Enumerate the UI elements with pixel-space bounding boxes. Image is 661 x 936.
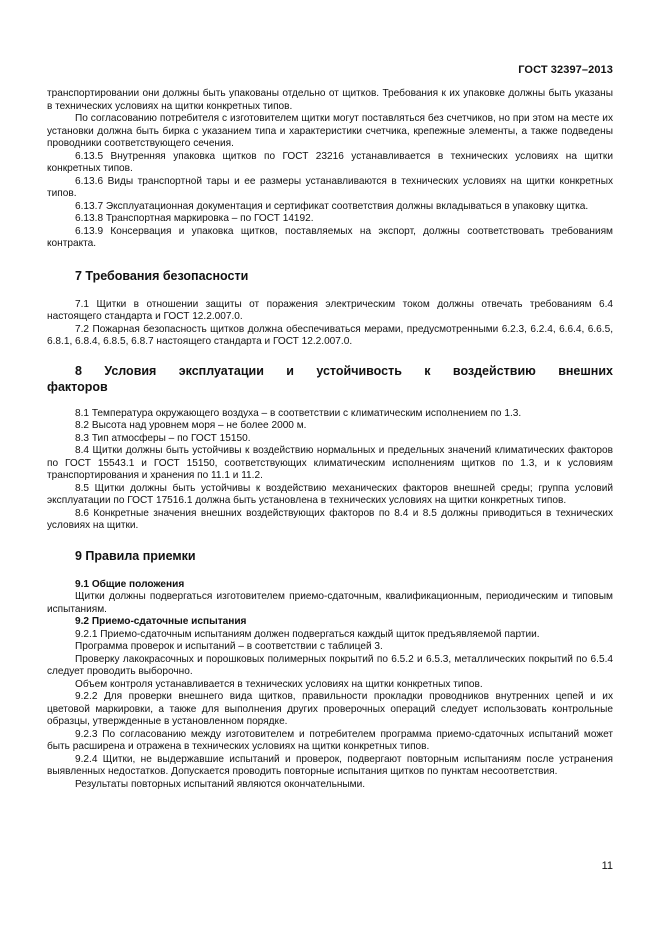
clause-8-5: 8.5 Щитки должны быть устойчивы к воздействию механических факторов внешней среды; группа условий эксплуатации по ГОСТ 17516.1 должна быть установлена в технических условиях на щитки конкретных типов. [47,482,613,506]
paragraph-without-meters: По согласованию потребителя с изготовителем щитки могут поставляться без счетчиков, но при этом на месте их установки должна быть бирка с указанием типа и характеристики счетчика, крепежные элементы, а также подведены проводники соответствующего сечения. [47,113,613,149]
clause-9-2-2: 9.2.2 Для проверки внешнего вида щитков, правильности прокладки проводников внутренних цепей и их цветовой маркировки, а также для выполнения других проверочных операций следует использовать контрольные образцы, утвержденные в установленном порядке. [47,691,613,727]
clause-7-2: 7.2 Пожарная безопасность щитков должна обеспечиваться мерами, предусмотренными 6.2.3, 6.2.4, 6.6.4, 6.6.5, 6.8.1, 6.8.4, 6.8.5, 6.8.7 настоящего стандарта и ГОСТ 12.2.007.0. [47,323,613,347]
subsection-9-1-heading: 9.1 Общие положения [75,578,185,590]
paragraph-packaging-continued: транспортировании они должны быть упакованы отдельно от щитков. Требования к их упаковке должны быть указаны в технических условиях на щитки конкретных типов. [47,88,613,112]
clause-6-13-7: 6.13.7 Эксплуатационная документация и сертификат соответствия должны вкладываться в упаковку щитка. [75,200,589,212]
clause-6-13-9: 6.13.9 Консервация и упаковка щитков, поставляемых на экспорт, должны соответствовать требованиям контракта. [47,225,613,249]
clause-9-2-4: 9.2.4 Щитки, не выдержавшие испытаний и проверок, подвергают повторным испытаниям после устранения выявленных недостатков. Допускается проводить повторные испытания щитков по пунктам несоответствия. [47,753,613,777]
clause-8-3: 8.3 Тип атмосферы – по ГОСТ 15150. [75,432,251,444]
clause-9-2-1: 9.2.1 Приемо-сдаточным испытаниям должен подвергаться каждый щиток предъявляемой партии. [75,628,540,640]
document-code-header: ГОСТ 32397–2013 [518,64,613,76]
subsection-9-2-heading: 9.2 Приемо-сдаточные испытания [75,616,247,627]
section-8-heading [47,363,613,395]
section-8-heading-line1: 8 Условия эксплуатации и устойчивость к воздействию внешних [75,363,613,378]
clause-8-6: 8.6 Конкретные значения внешних воздействующих факторов по 8.4 и 8.5 должны приводиться в технических условиях на щитки. [47,507,613,531]
section-9-heading: 9 Правила приемки [75,548,196,563]
paragraph-coating-checks: Проверку лакокрасочных и порошковых полимерных покрытий по 6.5.2 и 6.5.3, металлических покрытий по 6.5.4 следует проводить выборочно. [47,653,613,677]
clause-9-2-3: 9.2.3 По согласованию между изготовителем и потребителем программа приемо-сдаточных испытаний может быть расширена и отражена в технических условиях на щитки конкретных типов. [47,728,613,752]
clause-8-2: 8.2 Высота над уровнем моря – не более 2000 м. [75,420,307,431]
paragraph-control-volume: Объем контроля устанавливается в технических условиях на щитки конкретных типов. [75,678,483,690]
clause-8-1: 8.1 Температура окружающего воздуха – в соответствии с климатическим исполнением по 1.3. [75,407,522,419]
clause-6-13-5: 6.13.5 Внутренняя упаковка щитков по ГОСТ 23216 устанавливается в технических условиях на щитки конкретных типов. [47,150,613,174]
page-number: 11 [601,860,613,872]
section-7-heading: 7 Требования безопасности [75,268,249,283]
clause-9-1-text: Щитки должны подвергаться изготовителем приемо-сдаточным, квалификационным, периодическим и типовым испытаниям. [47,591,613,615]
clause-6-13-6: 6.13.6 Виды транспортной тары и ее размеры устанавливаются в технических условиях на щитки конкретных типов. [47,175,613,199]
clause-6-13-8: 6.13.8 Транспортная маркировка – по ГОСТ 14192. [75,213,314,224]
paragraph-final-results: Результаты повторных испытаний являются окончательными. [75,778,366,790]
clause-7-1: 7.1 Щитки в отношении защиты от поражения электрическим током должны отвечать требованиям 6.4 настоящего стандарта и ГОСТ 12.2.007.0. [47,298,613,322]
section-8-heading-line2: факторов [47,379,108,394]
clause-8-4: 8.4 Щитки должны быть устойчивы к воздействию нормальных и предельных значений климатических факторов по ГОСТ 15543.1 и ГОСТ 15150, соответствующих климатическим исполнениям щитков по 1.3, и к условиям транспортирования и хранения по 11.1 и 11.2. [47,445,613,481]
paragraph-test-program: Программа проверок и испытаний – в соответствии с таблицей 3. [75,641,383,652]
page-body [47,88,613,791]
